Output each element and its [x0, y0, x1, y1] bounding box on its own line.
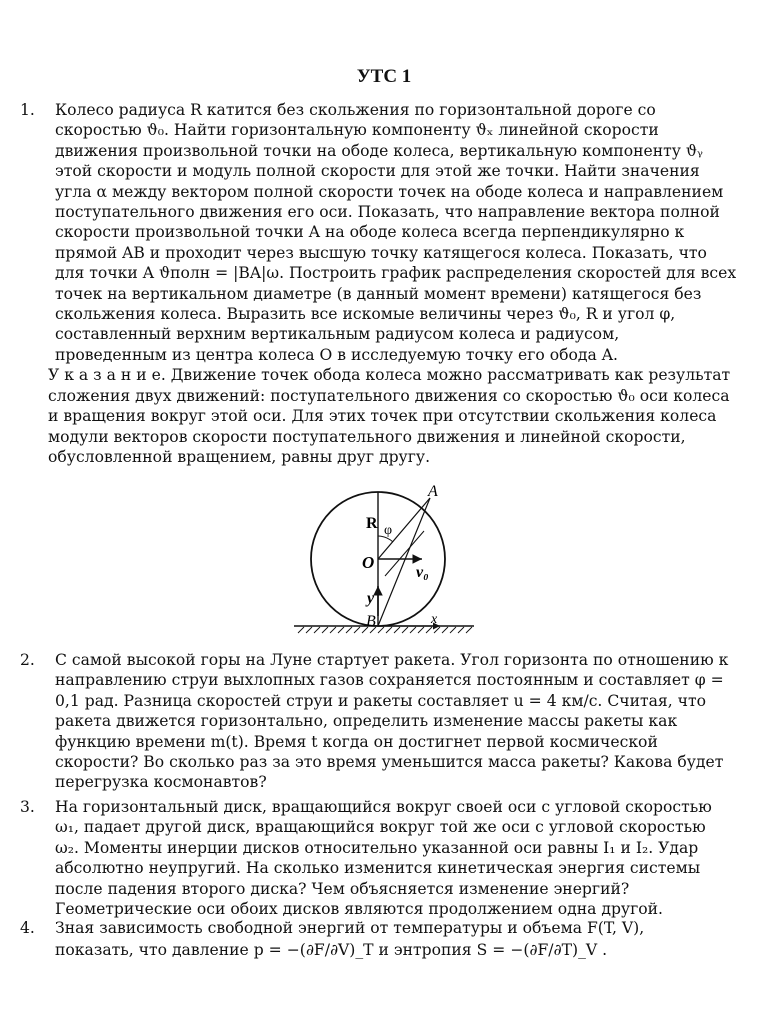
- problem-text-line: С самой высокой горы на Луне стартует ракета. Угол горизонта по отношению к: [55, 651, 729, 669]
- problem-text-line: точек на вертикальном диаметре (в данный момент времени) катящегося без: [55, 284, 702, 303]
- problem-text-line: скорости? Во сколько раз за это время уменьшится масса ракеты? Какова будет: [55, 753, 724, 772]
- problem-number: 4.: [20, 919, 35, 937]
- problem-number: 3.: [20, 798, 35, 816]
- label-R: R: [366, 515, 378, 532]
- rolling-wheel-figure: [290, 476, 480, 636]
- problem-text-line: 0,1 рад. Разница скоростей струи и ракеты составляет u = 4 км/с. Считая, что: [55, 691, 706, 710]
- label-O: O: [362, 553, 375, 572]
- problem-3: [20, 797, 750, 919]
- problem-text-line: Колесо радиуса R катится без скольжения по горизонтальной дороге со: [55, 101, 656, 119]
- hint-text-line: модули векторов скорости поступательного движения и линейной скорости,: [48, 427, 686, 446]
- problem-text-line: На горизонтальный диск, вращающийся вокруг своей оси с угловой скоростью: [55, 798, 712, 816]
- problem-text-line: Геометрические оси обоих дисков являются продолжением одна другой.: [55, 900, 664, 919]
- hint-text-line: и вращения вокруг этой оси. Для этих точек при отсутствии скольжения колеса: [48, 407, 717, 426]
- problem-number: 1.: [20, 101, 35, 119]
- problem-text-line: проведенным из центра колеса O в исследуемую точку его обода A.: [55, 345, 619, 364]
- problem-text-line: для точки A ϑполн = |BA|ω. Построить график распределения скоростей для всех: [55, 264, 737, 283]
- problem-text-line: функцию времени m(t). Время t когда он достигнет первой космической: [55, 732, 658, 751]
- problem-text-line: скорости произвольной точки A на ободе колеса всегда перпендикулярно к: [55, 223, 685, 242]
- problem-text-line: скольжения колеса. Выразить все искомые величины через ϑ₀, R и угол φ,: [55, 305, 676, 324]
- problem-text-line: направлению струи выхлопных газов сохраняется постоянным и составляет φ =: [55, 671, 724, 690]
- problem-text-line: скоростью ϑ₀. Найти горизонтальную компоненту ϑₓ линейной скорости: [55, 121, 659, 140]
- hint-text-line: сложения двух движений: поступательного движения со скоростью ϑ₀ оси колеса: [48, 386, 730, 405]
- hint-text-line: обусловленной вращением, равны друг другу.: [48, 447, 431, 466]
- ground-hatching: [298, 627, 472, 633]
- problem-2: [20, 650, 750, 793]
- problem-formula-line: показать, что давление p = −(∂F/∂V)_T и энтропия S = −(∂F/∂T)_V .: [55, 941, 608, 960]
- problem-text-line: составленный верхним вертикальным радиусом колеса и радиусом,: [55, 325, 620, 344]
- problem-number: 2.: [20, 651, 35, 669]
- problem-text-line: этой скорости и модуль полной скорости для этой же точки. Найти значения: [55, 162, 700, 181]
- label-x: x: [431, 612, 438, 627]
- label-y: y: [367, 590, 375, 607]
- problem-text-line: перегрузка космонавтов?: [55, 773, 267, 792]
- problem-text-line: после падения второго диска? Чем объясняется изменение энергий?: [55, 879, 630, 898]
- problem-text-line: ω₁, падает другой диск, вращающийся вокруг той же оси с угловой скоростью: [55, 818, 706, 837]
- problem-1: [20, 100, 750, 467]
- problem-text-line: движения произвольной точки на ободе колеса, вертикальную компоненту ϑᵧ: [55, 141, 703, 160]
- page-title: УТС 1: [356, 66, 412, 87]
- label-A: A: [428, 483, 438, 500]
- label-B: B: [366, 613, 376, 630]
- problem-text-line: угла α между вектором полной скорости точек на ободе колеса и направлением: [55, 182, 724, 201]
- problem-text-line: ω₂. Моменты инерции дисков относительно указанной оси равны I₁ и I₂. Удар: [55, 838, 699, 857]
- problem-text-line: прямой AB и проходит через высшую точку катящегося колеса. Показать, что: [55, 243, 707, 262]
- problem-4: [20, 918, 750, 961]
- problem-text-line: поступательного движения его оси. Показать, что направление вектора полной: [55, 203, 720, 222]
- hint-text-line: У к а з а н и е. Движение точек обода колеса можно рассматривать как результат: [48, 366, 731, 385]
- problem-text-line: абсолютно неупругий. На сколько изменится кинетическая энергия системы: [55, 859, 701, 878]
- label-v0: v₀: [416, 564, 429, 581]
- problem-text-line: Зная зависимость свободной энергий от температуры и объема F(T, V),: [55, 919, 645, 937]
- chord-BA: [378, 498, 430, 626]
- problem-text-line: ракета движется горизонтально, определить изменение массы ракеты как: [55, 712, 678, 731]
- label-phi: φ: [384, 523, 393, 538]
